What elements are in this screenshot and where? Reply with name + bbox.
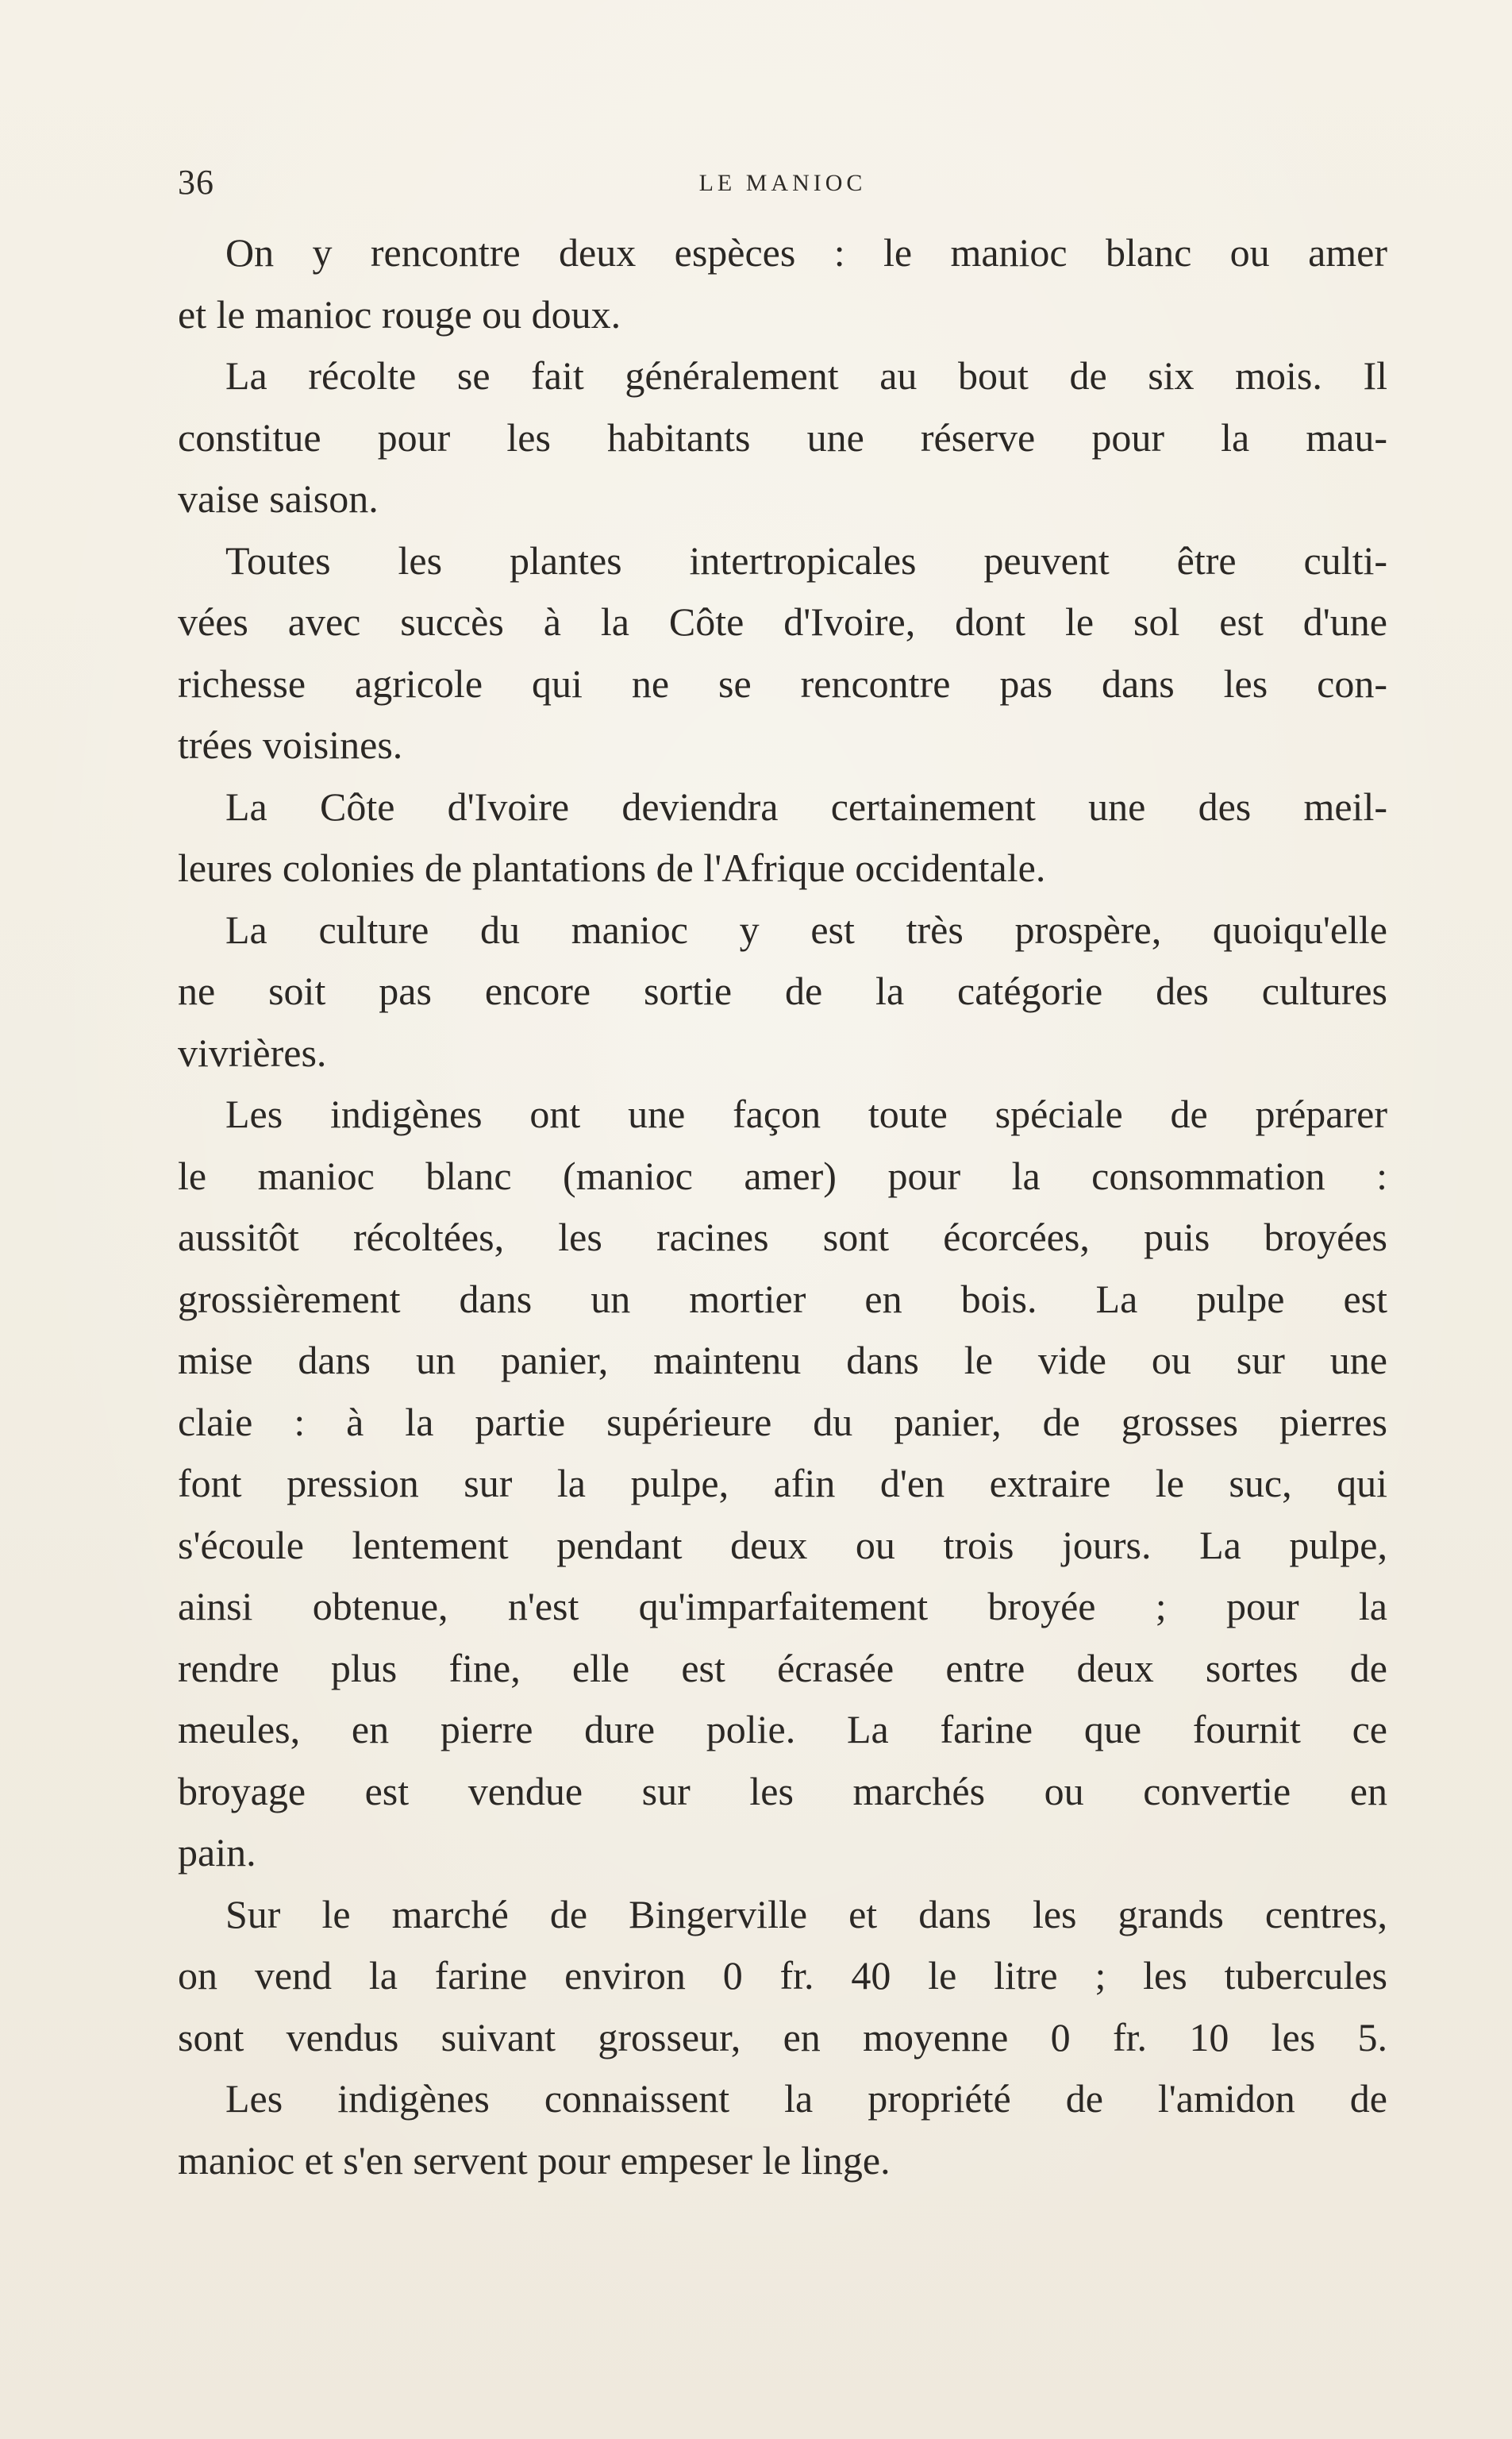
paragraph [178,776,1387,900]
text-line: La Côte d'Ivoire deviendra certainement une des meil- [225,784,1387,829]
text-line: leures colonies de plantations de l'Afrique occidentale. [178,846,1046,890]
paragraph [178,345,1387,530]
text-line: meules, en pierre dure polie. La farine que fournit ce [178,1707,1387,1751]
text-line: La récolte se fait généralement au bout de six mois. Il [225,353,1387,398]
text-line: pain. [178,1830,256,1875]
running-title: LE MANIOC [698,170,867,196]
text-line: Toutes les plantes intertropicales peuvent être culti- [225,538,1387,583]
text-line: ne soit pas encore sortie de la catégorie des cultures [178,969,1387,1013]
page-number: 36 [178,163,214,202]
text-line: vées avec succès à la Côte d'Ivoire, dont le sol est d'une [178,599,1387,644]
text-line: manioc et s'en servent pour empeser le linge. [178,2137,891,2183]
text-line: broyage est vendue sur les marchés ou convertie en [178,1768,1387,1813]
text-line: ainsi obtenue, n'est qu'imparfaitement broyée ; pour la [178,1584,1387,1628]
text-line: On y rencontre deux espèces : le manioc blanc ou amer [225,230,1387,275]
text-line: La culture du manioc y est très prospère, quoiqu'elle [225,907,1387,952]
text-line: on vend la farine environ 0 fr. 40 le litre ; les tubercules [178,1953,1387,1998]
running-head [178,162,1387,210]
text-line: vivrières. [178,1030,327,1075]
paragraph [178,222,1387,345]
text-line: claie : à la partie supérieure du panier, de grosses pierres [178,1399,1387,1444]
paragraph [178,1884,1387,2069]
text-line: font pression sur la pulpe, afin d'en extraire le suc, qui [178,1461,1387,1505]
text-line: Les indigènes ont une façon toute spéciale de préparer [225,1092,1387,1136]
body-text [178,222,1387,2191]
text-line: Les indigènes connaissent la propriété de l'amidon de [225,2076,1387,2121]
paragraph [178,900,1387,1085]
text-line: rendre plus fine, elle est écrasée entre deux sortes de [178,1645,1387,1690]
text-line: mise dans un panier, maintenu dans le vide ou sur une [178,1338,1387,1382]
text-line: et le manioc rouge ou doux. [178,291,621,337]
paragraph [178,2068,1387,2191]
text-line: richesse agricole qui ne se rencontre pas dans les con- [178,661,1387,706]
text-line: sont vendus suivant grosseur, en moyenne 0 fr. 10 les 5. [178,2014,1387,2059]
text-line: Sur le marché de Bingerville et dans les grands centres, [225,1891,1387,1936]
text-line: trées voisines. [178,722,403,767]
text-line: constitue pour les habitants une réserve pour la mau- [178,414,1387,460]
text-line: vaise saison. [178,476,379,521]
paragraph [178,1084,1387,1884]
text-line: le manioc blanc (manioc amer) pour la consommation : [178,1153,1387,1198]
text-line: s'écoule lentement pendant deux ou trois jours. La pulpe, [178,1522,1387,1567]
text-line: grossièrement dans un mortier en bois. La pulpe est [178,1276,1387,1321]
paragraph [178,530,1387,776]
text-line: aussitôt récoltées, les racines sont écorcées, puis broyées [178,1215,1387,1259]
